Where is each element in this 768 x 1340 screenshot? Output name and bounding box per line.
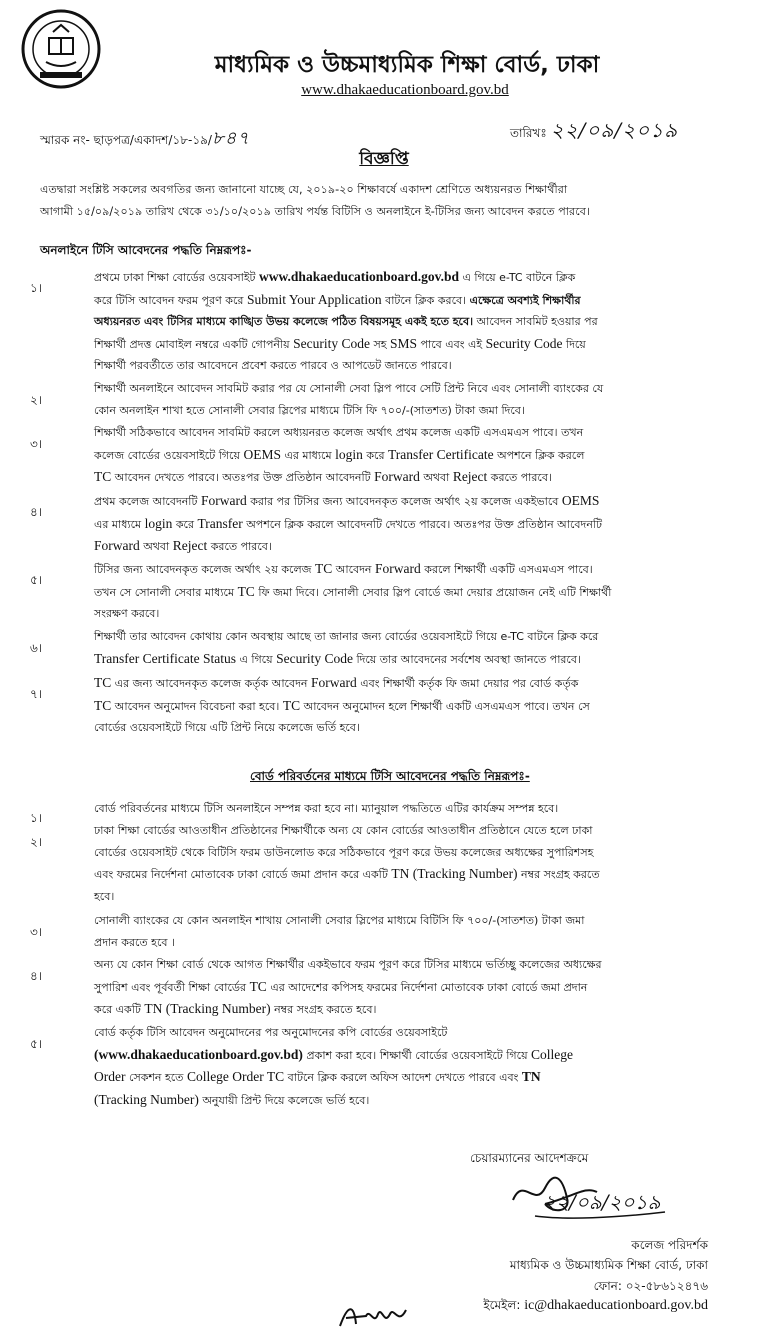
signatory-office: মাধ্যমিক ও উচ্চমাধ্যমিক শিক্ষা বোর্ড, ঢাকা [509, 1258, 708, 1272]
board-item-3: সোনালী ব্যাংকের যে কোন অনলাইন শাখায় সোনালী সেবার স্লিপের মাধ্যমে বিটিসি ফি ৭০০/-(সাতশত) টাকা জমা প্রদান করতে হবে । [94, 914, 585, 949]
online-item-7-number: ৭। [30, 687, 43, 701]
board-item-2-number: ২। [30, 835, 43, 849]
handwritten-initials [336, 1300, 416, 1332]
board-name: মাধ্যমিক ও উচ্চমাধ্যমিক শিক্ষা বোর্ড, ঢাকা [214, 52, 600, 78]
board-item-5-number: ৫। [30, 1037, 43, 1051]
board-item-3-number: ৩। [30, 925, 43, 939]
board-website[interactable]: www.dhakaeducationboard.gov.bd [301, 82, 509, 98]
online-item-3: শিক্ষার্থী সঠিকভাবে আবেদন সাবমিট করলে অধ্যয়নরত কলেজ অর্থাৎ প্রথম কলেজ একটি এসএমএস পাবে। তখন কলেজ বোর্ডের ওয়েবসাইটে গিয়ে OEMS এর মাধ্যমে login করে Transfer Certificate অপশনে ক্লিক করলে TC আবেদন দেখতে পারবে। অতঃপর উক্ত প্রতিষ্ঠান আবেদনটি Forward অথবা Reject করতে পারবে। [94, 426, 585, 484]
signatory-email: ইমেইল: ic@dhakaeducationboard.gov.bd [483, 1298, 708, 1313]
notice-date: তারিখঃ ২২/০৯/২০১৯ [510, 118, 679, 142]
online-item-6-number: ৬। [30, 641, 43, 655]
online-item-6: শিক্ষার্থী তার আবেদন কোথায় কোন অবস্থায় আছে তা জানার জন্য বোর্ডের ওয়েবসাইটে গিয়ে e-TC বাটনে ক্লিক করে Transfer Certificate Status এ গিয়ে Security Code দিয়ে তার আবেদনের সর্বশেষ অবস্থা জানতে পারবে। [94, 630, 599, 666]
online-item-4: প্রথম কলেজ আবেদনটি Forward করার পর টিসির জন্য আবেদনকৃত কলেজ অর্থাৎ ২য় কলেজ একইভাবে OEMS এর মাধ্যমে login করে Transfer অপশনে ক্লিক করলে আবেদনটি দেখতে পারবে। অতঃপর উক্ত প্রতিষ্ঠান আবেদনটি Forward অথবা Reject করতে পারবে। [94, 493, 603, 553]
by-order-of-chairman: চেয়ারম্যানের আদেশক্রমে [470, 1151, 589, 1165]
memo-number: স্মারক নং- ছাড়পত্র/একাদশ/১৮-১৯/৮৪৭ [40, 128, 251, 149]
online-item-3-number: ৩। [30, 437, 43, 451]
board-item-5: বোর্ড কর্তৃক টিসি আবেদন অনুমোদনের পর অনুমোদনের কপি বোর্ডের ওয়েবসাইটে (www.dhakaeducationboard.gov.bd) প্রকাশ করা হবে। শিক্ষার্থী বোর্ডের ওয়েবসাইটে গিয়ে College Order সেকশন হতে College Order TC বাটনে ক্লিক করলে অফিস আদেশ দেখতে পারবে এবং TN (Tracking Number) অনুযায়ী প্রিন্ট দিয়ে কলেজে ভর্তি হবে। [94, 1026, 574, 1107]
online-item-1-number: ১। [30, 281, 43, 295]
online-item-5: টিসির জন্য আবেদনকৃত কলেজ অর্থাৎ ২য় কলেজ TC আবেদন Forward করলে শিক্ষার্থী একটি এসএমএস পাবে। তখন সে সোনালী সেবার মাধ্যমে TC ফি জমা দিবে। সোনালী সেবার স্লিপ বোর্ডে জমা দেয়ার প্রয়োজন নেই এটি শিক্ষার্থী সংরক্ষণ করবে। [94, 561, 612, 620]
online-item-4-number: ৪। [30, 505, 43, 519]
board-item-1-number: ১। [30, 811, 43, 825]
online-item-5-number: ৫। [30, 573, 43, 587]
board-item-1: বোর্ড পরিবর্তনের মাধ্যমে টিসি অনলাইনে সম্পন্ন করা হবে না। ম্যানুয়াল পদ্ধতিতে এটির কার্যক্রম সম্পন্ন হবে। [94, 802, 559, 815]
board-change-section-title: বোর্ড পরিবর্তনের মাধ্যমে টিসি আবেদনের পদ্ধতি নিম্নরূপঃ- [250, 769, 530, 783]
board-item-2: ঢাকা শিক্ষা বোর্ডের আওতাধীন প্রতিষ্ঠানের শিক্ষার্থীকে অন্য যে কোন বোর্ডের আওতাধীন প্রতিষ্ঠানে যেতে হলে ঢাকা বোর্ডের ওয়েবসাইট থেকে বিটিসি ফরম ডাউনলোড করে সঠিকভাবে পূরণ করে উভয় কলেজের অধ্যক্ষের সুপারিশসহ এবং ফরমের নির্দেশনা মোতাবেক ঢাকা বোর্ডে জমা প্রদান করে একটি TN (Tracking Number) নম্বর সংগ্রহ করতে হবে। [94, 824, 600, 903]
email-link[interactable]: ic@dhakaeducationboard.gov.bd [524, 1298, 708, 1313]
intro-line-2: আগামী ১৫/০৯/২০১৯ তারিখ থেকে ৩১/১০/২০১৯ তারিখ পর্যন্ত বিটিসি ও অনলাইনে ই-টিসির জন্য আবেদন করতে পারবে। [40, 205, 590, 218]
online-item-1: প্রথমে ঢাকা শিক্ষা বোর্ডের ওয়েবসাইট www.dhakaeducationboard.gov.bd এ গিয়ে e-TC বাটনে ক্লিক করে টিসি আবেদন ফরম পূরণ করে Submit Your Application বাটনে ক্লিক করবে। এক্ষেত্রে অবশ্যই শিক্ষার্থীর অধ্যয়নরত এবং টিসির মাধ্যমে কাঙ্খিত উভয় কলেজে পঠিত বিষয়সমূহ একই হতে হবে। আবেদন সাবমিট হওয়ার পর শিক্ষার্থী প্রদত্ত মোবাইল নম্বরে একটি গোপনীয় Security Code সহ SMS পাবে এবং এই Security Code দিয়ে শিক্ষার্থী পরবর্তীতে তার আবেদনে প্রবেশ করতে পারবে ও আপডেট জানতে পারবে। [94, 269, 598, 372]
intro-line-1: এতদ্বারা সংশ্লিষ্ট সকলের অবগতির জন্য জানানো যাচ্ছে যে, ২০১৯-২০ শিক্ষাবর্ষে একাদশ শ্রেণিতে অধ্যয়নরত শিক্ষার্থীরা [40, 183, 568, 196]
board-item-4: অন্য যে কোন শিক্ষা বোর্ড থেকে আগত শিক্ষার্থীর একইভাবে ফরম পূরণ করে টিসির মাধ্যমে ভর্তিচ্ছু কলেজের অধ্যক্ষের সুপারিশ এবং পূর্ববর্তী শিক্ষা বোর্ডের TC এর আদেশের কপিসহ ফরমের নির্দেশনা মোতাবেক ঢাকা বোর্ডে জমা প্রদান করে একটি TN (Tracking Number) নম্বর সংগ্রহ করতে হবে। [94, 958, 602, 1016]
online-item-2: শিক্ষার্থী অনলাইনে আবেদন সাবমিট করার পর যে সোনালী সেবা স্লিপ পাবে সেটি প্রিন্ট নিবে এবং সোনালী ব্যাংকের যে কোন অনলাইন শাখা হতে সোনালী সেবার স্লিপের মাধ্যমে টিসি ফি ৭০০/-(সাতশত) টাকা জমা দিবে। [94, 382, 604, 417]
signature-date: ২২/০৯/২০১৯ [543, 1190, 661, 1214]
board-item-4-number: ৪। [30, 969, 43, 983]
online-item-7: TC এর জন্য আবেদনকৃত কলেজ কর্তৃক আবেদন Forward এবং শিক্ষার্থী কর্তৃক ফি জমা দেয়ার পর বোর্ড কর্তৃক TC আবেদন অনুমোদন বিবেচনা করা হবে। TC আবেদন অনুমোদন হলে শিক্ষার্থী একটি এসএমএস পাবে। তখন সে বোর্ডের ওয়েবসাইটে গিয়ে এটি প্রিন্ট নিয়ে কলেজে ভর্তি হবে। [94, 675, 590, 734]
signatory-designation: কলেজ পরিদর্শক [631, 1238, 708, 1252]
signatory-phone: ফোন: ০২-৫৮৬১২৪৭৬ [593, 1279, 708, 1293]
notice-title: বিজ্ঞপ্তি [359, 149, 409, 169]
online-item-2-number: ২। [30, 393, 43, 407]
board-seal-logo [20, 8, 102, 90]
online-section-title: অনলাইনে টিসি আবেদনের পদ্ধতি নিম্নরূপঃ- [40, 243, 252, 257]
